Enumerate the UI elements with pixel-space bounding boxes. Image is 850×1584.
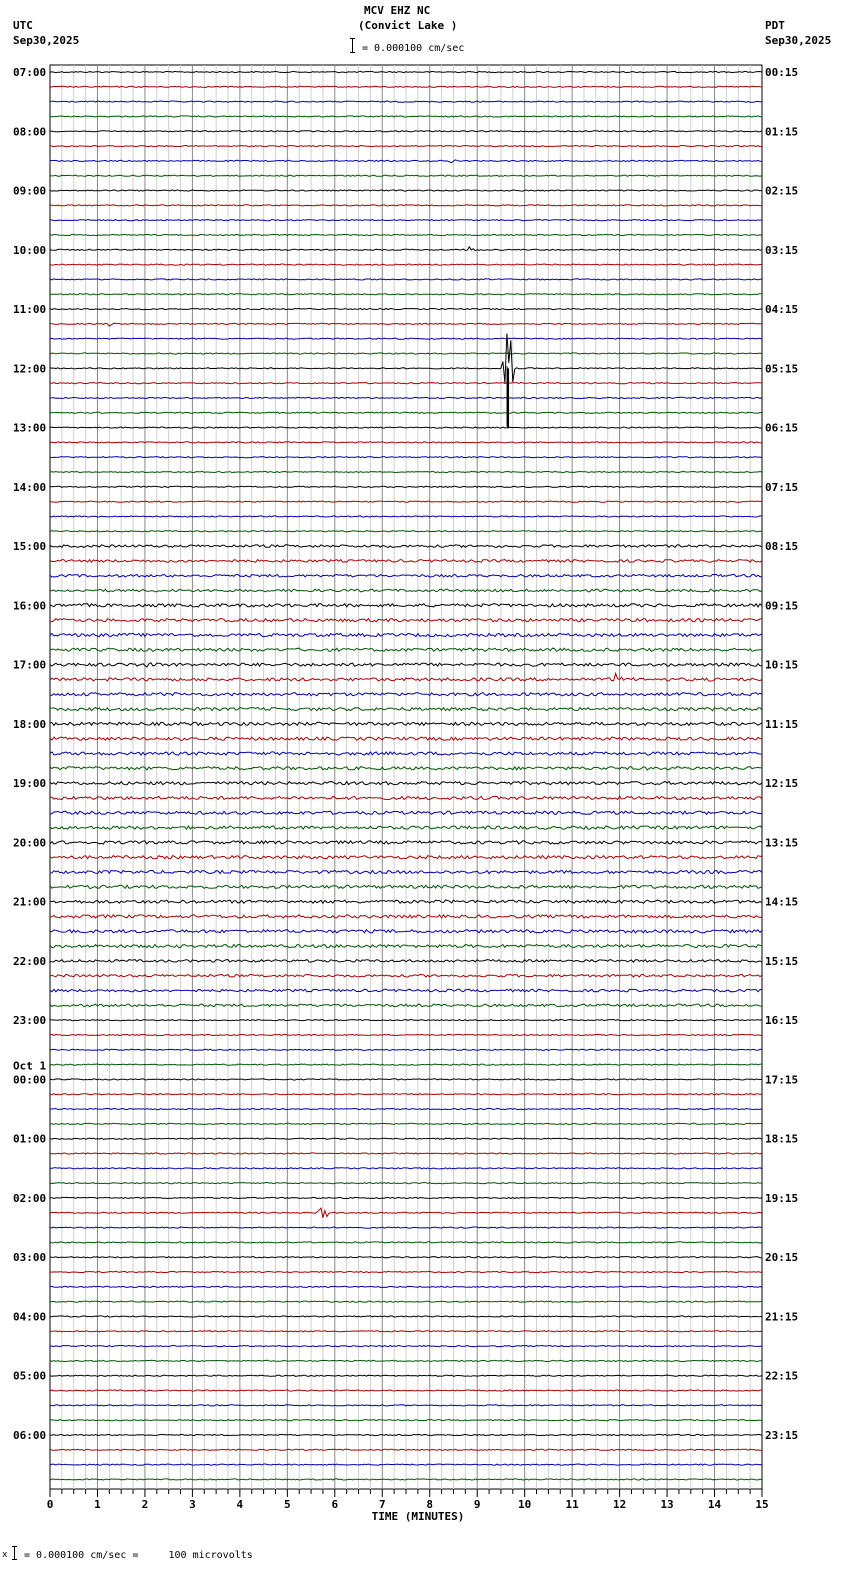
x-tick-label: 6 (331, 1498, 339, 1511)
pdt-hour-label: 02:15 (765, 184, 799, 198)
x-tick-label: 12 (612, 1498, 627, 1511)
pdt-hour-label: 05:15 (765, 362, 799, 376)
utc-hour-label: 04:00 (13, 1310, 47, 1324)
pdt-hour-label: 15:15 (765, 954, 799, 968)
utc-hour-label: 20:00 (13, 836, 47, 850)
utc-hour-label: 00:00 (13, 1073, 47, 1087)
utc-hour-label: 03:00 (13, 1251, 47, 1265)
x-tick-label: 13 (660, 1498, 674, 1511)
date-change-label: Oct 1 (13, 1059, 47, 1073)
x-tick-label: 4 (236, 1498, 244, 1511)
utc-hour-label: 07:00 (13, 66, 47, 79)
utc-hour-label: 16:00 (13, 599, 47, 613)
utc-hour-label: 12:00 (13, 362, 47, 376)
pdt-hour-label: 22:15 (765, 1369, 799, 1383)
utc-hour-label: 19:00 (13, 777, 47, 791)
pdt-hour-label: 10:15 (765, 658, 799, 672)
pdt-hour-label: 03:15 (765, 243, 799, 257)
utc-hour-label: 06:00 (13, 1428, 47, 1442)
x-tick-label: 14 (707, 1498, 722, 1511)
utc-hour-label: 09:00 (13, 184, 47, 198)
pdt-hour-label: 17:15 (765, 1073, 799, 1087)
x-tick-label: 0 (46, 1498, 54, 1511)
utc-hour-label: 10:00 (13, 243, 47, 257)
right-zone-label: PDT (765, 19, 785, 32)
utc-hour-label: 23:00 (13, 1014, 47, 1028)
x-tick-label: 8 (426, 1498, 434, 1511)
right-date-label: Sep30,2025 (765, 34, 832, 47)
left-date-label: Sep30,2025 (13, 34, 80, 47)
pdt-hour-label: 20:15 (765, 1251, 799, 1265)
x-tick-label: 11 (565, 1498, 579, 1511)
pdt-hour-label: 00:15 (765, 66, 799, 79)
x-tick-label: 7 (378, 1498, 386, 1511)
pdt-hour-label: 23:15 (765, 1428, 799, 1442)
x-tick-label: 1 (94, 1498, 101, 1511)
pdt-hour-label: 19:15 (765, 1191, 799, 1205)
scale-legend: = 0.000100 cm/sec (362, 43, 465, 54)
utc-hour-label: 14:00 (13, 480, 47, 494)
pdt-hour-label: 11:15 (765, 717, 799, 731)
pdt-hour-label: 07:15 (765, 480, 799, 494)
pdt-hour-label: 18:15 (765, 1132, 799, 1146)
left-zone-label: UTC (13, 19, 33, 32)
pdt-hour-label: 16:15 (765, 1014, 799, 1028)
pdt-hour-label: 08:15 (765, 540, 799, 554)
utc-hour-label: 18:00 (13, 717, 47, 731)
utc-hour-label: 15:00 (13, 540, 47, 554)
pdt-hour-label: 04:15 (765, 303, 799, 317)
pdt-hour-label: 12:15 (765, 777, 799, 791)
footer-marker: x (2, 1550, 8, 1560)
utc-hour-label: 08:00 (13, 125, 47, 139)
x-tick-label: 10 (518, 1498, 532, 1511)
utc-hour-label: 21:00 (13, 895, 47, 909)
x-tick-label: 15 (755, 1498, 769, 1511)
utc-hour-label: 17:00 (13, 658, 47, 672)
utc-hour-label: 02:00 (13, 1191, 47, 1205)
station-location: (Convict Lake ) (358, 19, 458, 32)
utc-hour-label: 22:00 (13, 954, 47, 968)
station-title: MCV EHZ NC (364, 4, 431, 17)
utc-hour-label: 01:00 (13, 1132, 47, 1146)
utc-hour-label: 11:00 (13, 303, 47, 317)
pdt-hour-label: 13:15 (765, 836, 799, 850)
x-tick-label: 3 (189, 1498, 196, 1511)
pdt-hour-label: 01:15 (765, 125, 799, 139)
utc-hour-label: 13:00 (13, 421, 47, 435)
x-tick-label: 2 (141, 1498, 149, 1511)
pdt-hour-label: 09:15 (765, 599, 799, 613)
x-tick-label: 5 (284, 1498, 291, 1511)
x-axis-label: TIME (MINUTES) (371, 1510, 465, 1523)
pdt-hour-label: 21:15 (765, 1310, 799, 1324)
x-tick-label: 9 (473, 1498, 481, 1511)
utc-hour-label: 05:00 (13, 1369, 47, 1383)
footer-scale-legend: = 0.000100 cm/sec = 100 microvolts (24, 1550, 253, 1561)
pdt-hour-label: 14:15 (765, 895, 799, 909)
pdt-hour-label: 06:15 (765, 421, 799, 435)
